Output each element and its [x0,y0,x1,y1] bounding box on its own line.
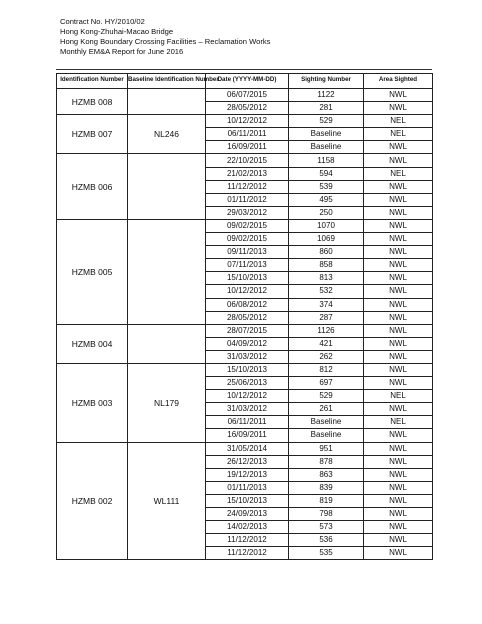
sighting-number-cell: 812 [289,363,364,376]
area-sighted-cell: NWL [364,442,433,455]
area-sighted-cell: NEL [364,128,433,141]
table-row [57,115,433,128]
col-header-date: Date (YYYY-MM-DD) [206,74,289,89]
date-cell: 06/11/2011 [206,128,289,141]
date-cell: 10/12/2012 [206,390,289,403]
table-row [57,154,433,167]
date-cell: 16/09/2011 [206,429,289,442]
sighting-number-cell: 287 [289,311,364,324]
area-sighted-cell: NWL [364,193,433,206]
date-cell: 19/12/2013 [206,468,289,481]
col-header-identification-number: Identification Number [57,74,128,89]
area-sighted-cell: NWL [364,298,433,311]
sighting-number-cell: 536 [289,534,364,547]
area-sighted-cell: NWL [364,180,433,193]
area-sighted-cell: NWL [364,534,433,547]
area-sighted-cell: NWL [364,206,433,219]
sighting-number-cell: 535 [289,547,364,560]
sighting-number-cell: 261 [289,403,364,416]
sighting-number-cell: 281 [289,102,364,115]
sighting-number-cell: 819 [289,494,364,507]
date-cell: 10/12/2012 [206,285,289,298]
sighting-number-cell: 1070 [289,219,364,232]
area-sighted-cell: NWL [364,219,433,232]
baseline-identification-cell [128,324,206,363]
baseline-identification-cell: NL179 [128,363,206,442]
sighting-number-cell: 539 [289,180,364,193]
date-cell: 15/10/2013 [206,363,289,376]
sighting-number-cell: Baseline [289,141,364,154]
sighting-number-cell: 798 [289,508,364,521]
table-row [57,89,433,102]
date-cell: 10/12/2012 [206,115,289,128]
sighting-number-cell: 495 [289,193,364,206]
area-sighted-cell: NEL [364,390,433,403]
sighting-number-cell: 860 [289,246,364,259]
baseline-identification-cell [128,219,206,324]
date-cell: 15/10/2013 [206,272,289,285]
date-cell: 15/10/2013 [206,494,289,507]
col-header-area-sighted: Area Sighted [364,74,433,89]
sighting-number-cell: 839 [289,481,364,494]
date-cell: 04/09/2012 [206,337,289,350]
area-sighted-cell: NWL [364,377,433,390]
sighting-number-cell: 1122 [289,89,364,102]
contract-number: Contract No. HY/2010/02 [60,17,145,26]
table-header-row [57,74,433,89]
area-sighted-cell: NWL [364,547,433,560]
date-cell: 01/11/2013 [206,481,289,494]
date-cell: 07/11/2013 [206,259,289,272]
date-cell: 26/12/2013 [206,455,289,468]
area-sighted-cell: NWL [364,350,433,363]
sighting-number-cell: 529 [289,390,364,403]
header-divider [56,69,432,70]
date-cell: 29/03/2012 [206,206,289,219]
sighting-number-cell: 1158 [289,154,364,167]
table-body [57,89,433,560]
report-title: Monthly EM&A Report for June 2016 [60,47,184,56]
date-cell: 22/10/2015 [206,154,289,167]
area-sighted-cell: NWL [364,259,433,272]
identification-number-cell: HZMB 006 [57,154,128,219]
date-cell: 16/09/2011 [206,141,289,154]
date-cell: 28/07/2015 [206,324,289,337]
sighting-number-cell: Baseline [289,429,364,442]
sighting-number-cell: 813 [289,272,364,285]
document-header [60,17,270,57]
date-cell: 28/05/2012 [206,311,289,324]
table-row [57,363,433,376]
date-cell: 24/09/2013 [206,508,289,521]
area-sighted-cell: NWL [364,89,433,102]
sighting-number-cell: 262 [289,350,364,363]
date-cell: 31/05/2014 [206,442,289,455]
area-sighted-cell: NWL [364,102,433,115]
col-header-baseline-identification-number: Baseline Identification Number [128,74,206,89]
baseline-identification-cell: NL246 [128,115,206,154]
identification-number-cell: HZMB 004 [57,324,128,363]
area-sighted-cell: NWL [364,233,433,246]
date-cell: 11/12/2012 [206,547,289,560]
area-sighted-cell: NWL [364,141,433,154]
baseline-identification-cell [128,89,206,115]
area-sighted-cell: NWL [364,337,433,350]
area-sighted-cell: NEL [364,416,433,429]
sighting-number-cell: 594 [289,167,364,180]
date-cell: 25/06/2013 [206,377,289,390]
area-sighted-cell: NWL [364,246,433,259]
date-cell: 09/02/2015 [206,219,289,232]
table-row [57,324,433,337]
sighting-number-cell: Baseline [289,128,364,141]
identification-number-cell: HZMB 003 [57,363,128,442]
area-sighted-cell: NWL [364,285,433,298]
sighting-number-cell: 250 [289,206,364,219]
date-cell: 09/11/2013 [206,246,289,259]
area-sighted-cell: NWL [364,272,433,285]
sighting-number-cell: 1069 [289,233,364,246]
sighting-number-cell: 573 [289,521,364,534]
date-cell: 06/08/2012 [206,298,289,311]
area-sighted-cell: NEL [364,167,433,180]
sighting-number-cell: 421 [289,337,364,350]
sighting-number-cell: 529 [289,115,364,128]
date-cell: 06/07/2015 [206,89,289,102]
sighting-number-cell: 697 [289,377,364,390]
date-cell: 11/12/2012 [206,534,289,547]
sighting-number-cell: 863 [289,468,364,481]
works-name: Hong Kong Boundary Crossing Facilities – Reclamation Works [60,37,271,46]
sighting-number-cell: 951 [289,442,364,455]
date-cell: 31/03/2012 [206,350,289,363]
area-sighted-cell: NWL [364,468,433,481]
date-cell: 21/02/2013 [206,167,289,180]
identification-number-cell: HZMB 005 [57,219,128,324]
sightings-table [56,73,433,560]
sighting-number-cell: 858 [289,259,364,272]
area-sighted-cell: NWL [364,154,433,167]
date-cell: 31/03/2012 [206,403,289,416]
area-sighted-cell: NWL [364,311,433,324]
date-cell: 06/11/2011 [206,416,289,429]
col-header-sighting-number: Sighting Number [289,74,364,89]
sighting-number-cell: Baseline [289,416,364,429]
date-cell: 28/05/2012 [206,102,289,115]
baseline-identification-cell: WL111 [128,442,206,560]
area-sighted-cell: NWL [364,494,433,507]
identification-number-cell: HZMB 002 [57,442,128,560]
identification-number-cell: HZMB 008 [57,89,128,115]
area-sighted-cell: NWL [364,455,433,468]
area-sighted-cell: NWL [364,429,433,442]
date-cell: 01/11/2012 [206,193,289,206]
baseline-identification-cell [128,154,206,219]
sighting-number-cell: 1126 [289,324,364,337]
area-sighted-cell: NWL [364,403,433,416]
area-sighted-cell: NWL [364,521,433,534]
area-sighted-cell: NWL [364,481,433,494]
sighting-number-cell: 878 [289,455,364,468]
area-sighted-cell: NWL [364,324,433,337]
area-sighted-cell: NEL [364,115,433,128]
date-cell: 09/02/2015 [206,233,289,246]
table-row [57,442,433,455]
date-cell: 14/02/2013 [206,521,289,534]
area-sighted-cell: NWL [364,363,433,376]
sighting-number-cell: 374 [289,298,364,311]
project-name: Hong Kong-Zhuhai-Macao Bridge [60,27,174,36]
sighting-number-cell: 532 [289,285,364,298]
date-cell: 11/12/2012 [206,180,289,193]
identification-number-cell: HZMB 007 [57,115,128,154]
area-sighted-cell: NWL [364,508,433,521]
table-row [57,219,433,232]
